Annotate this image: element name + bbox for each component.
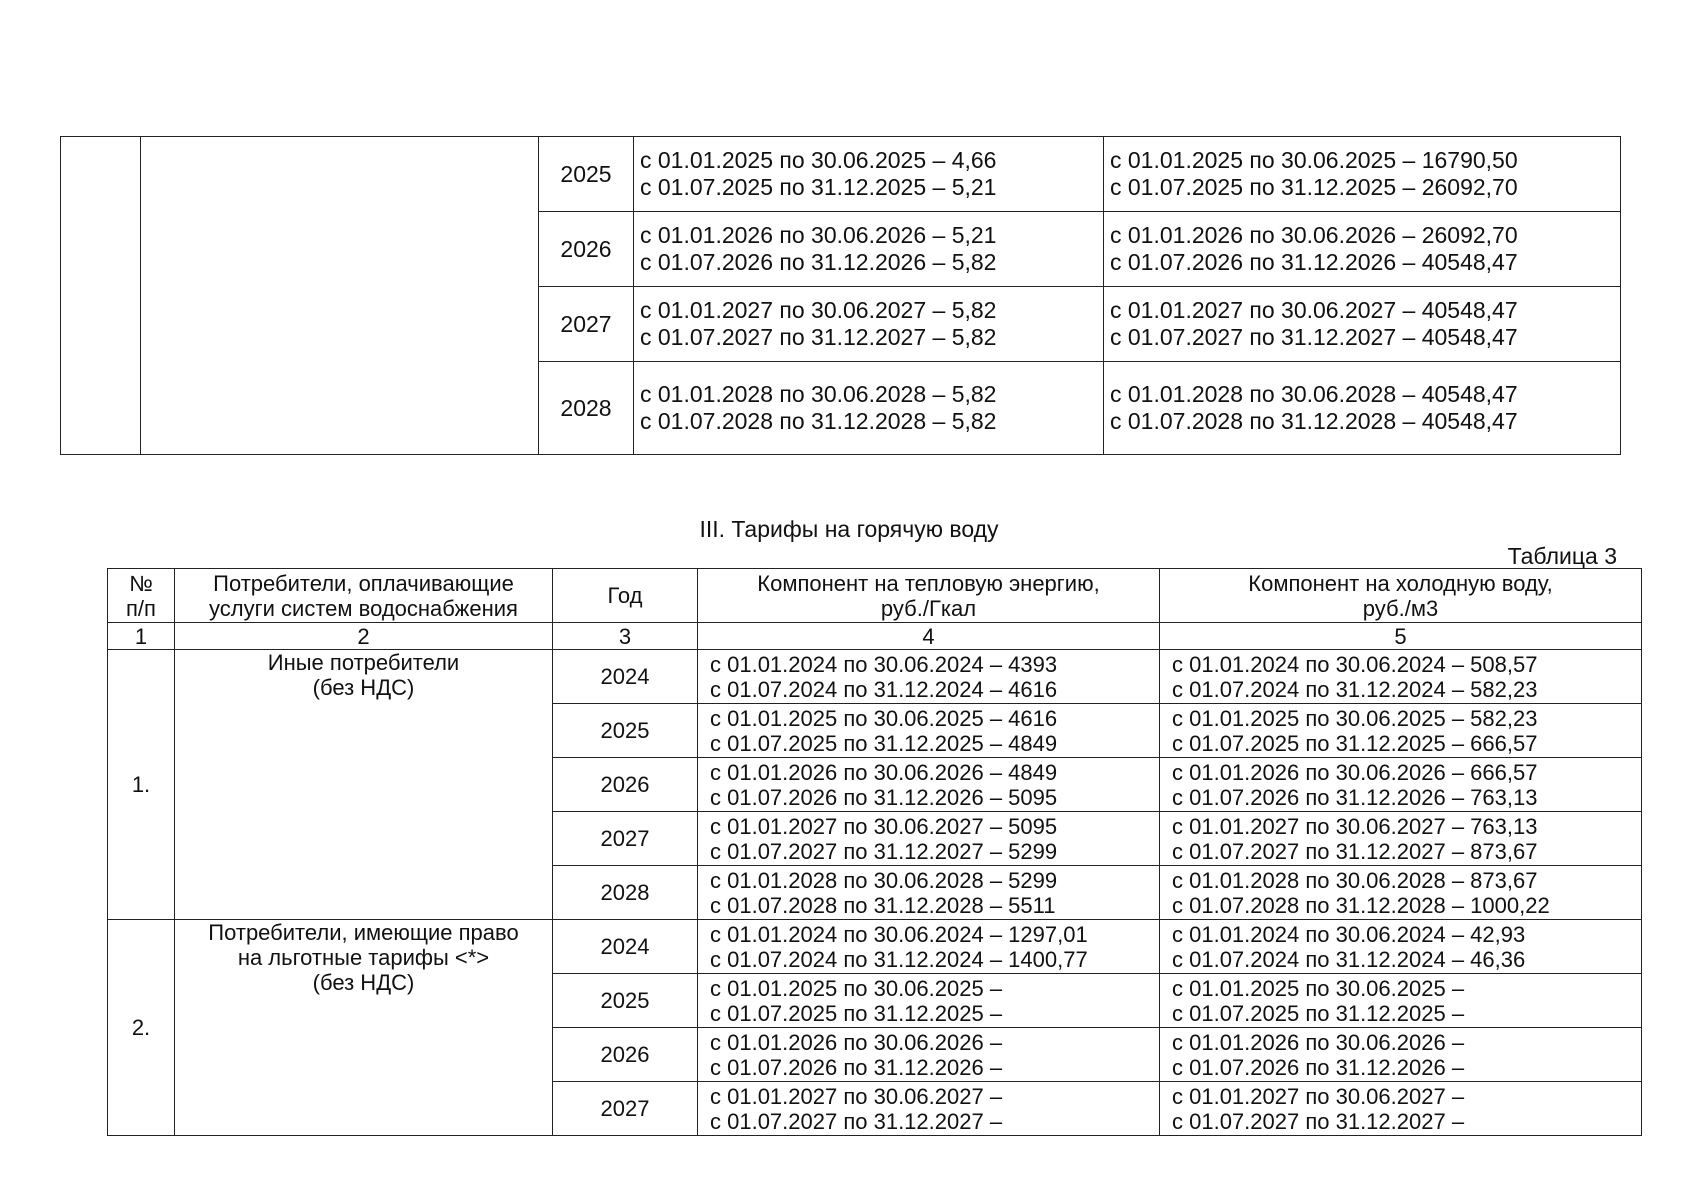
tariff-cell: с 01.01.2026 по 30.06.2026 – 5,21 с 01.07.2026 по 31.12.2026 – 5,82 xyxy=(634,212,1104,287)
heat-tariff-cell: с 01.01.2026 по 30.06.2026 – 4849 с 01.07.2026 по 31.12.2026 – 5095 xyxy=(698,758,1160,812)
header-consumers: Потребители, оплачивающие услуги систем водоснабжения xyxy=(175,569,553,623)
header-year: Год xyxy=(553,569,698,623)
continuation-table xyxy=(60,136,1621,455)
heat-tariff-cell: с 01.01.2024 по 30.06.2024 – 4393 с 01.07.2024 по 31.12.2024 – 4616 xyxy=(698,650,1160,704)
heat-tariff-cell: с 01.01.2026 по 30.06.2026 – с 01.07.2026 по 31.12.2026 – xyxy=(698,1028,1160,1082)
tariff-cell: с 01.01.2027 по 30.06.2027 – 5,82 с 01.07.2027 по 31.12.2027 – 5,82 xyxy=(634,287,1104,362)
cold-water-tariff-cell: с 01.01.2026 по 30.06.2026 – с 01.07.2026 по 31.12.2026 – xyxy=(1160,1028,1642,1082)
cold-water-tariff-cell: с 01.01.2024 по 30.06.2024 – 508,57 с 01.07.2024 по 31.12.2024 – 582,23 xyxy=(1160,650,1642,704)
empty-num-cell xyxy=(61,137,141,455)
table-row xyxy=(61,137,1621,212)
year-cell: 2026 xyxy=(553,1028,698,1082)
hot-water-tariff-table xyxy=(107,568,1642,1136)
row-number: 2. xyxy=(108,920,175,1136)
year-cell: 2025 xyxy=(539,137,634,212)
heat-tariff-cell: с 01.01.2028 по 30.06.2028 – 5299 с 01.07.2028 по 31.12.2028 – 5511 xyxy=(698,866,1160,920)
column-number-row xyxy=(108,623,1642,650)
cold-water-tariff-cell: с 01.01.2026 по 30.06.2026 – 666,57 с 01.07.2026 по 31.12.2026 – 763,13 xyxy=(1160,758,1642,812)
section-heading: III. Тарифы на горячую воду xyxy=(699,516,999,542)
year-cell: 2027 xyxy=(539,287,634,362)
column-number: 3 xyxy=(553,623,698,650)
table-caption: Таблица 3 xyxy=(1507,543,1617,569)
year-cell: 2028 xyxy=(553,866,698,920)
cold-water-tariff-cell: с 01.01.2028 по 30.06.2028 – 873,67 с 01.07.2028 по 31.12.2028 – 1000,22 xyxy=(1160,866,1642,920)
heat-tariff-cell: с 01.01.2025 по 30.06.2025 – с 01.07.2025 по 31.12.2025 – xyxy=(698,974,1160,1028)
year-cell: 2027 xyxy=(553,812,698,866)
cold-water-tariff-cell: с 01.01.2027 по 30.06.2027 – с 01.07.2027 по 31.12.2027 – xyxy=(1160,1082,1642,1136)
year-cell: 2024 xyxy=(553,650,698,704)
cold-water-tariff-cell: с 01.01.2025 по 30.06.2025 – 582,23 с 01.07.2025 по 31.12.2025 – 666,57 xyxy=(1160,704,1642,758)
year-cell: 2024 xyxy=(553,920,698,974)
header-cold-water-component: Компонент на холодную воду, руб./м3 xyxy=(1160,569,1642,623)
header-num: № п/п xyxy=(108,569,175,623)
cold-water-tariff-cell: с 01.01.2027 по 30.06.2027 – 763,13 с 01.07.2027 по 31.12.2027 – 873,67 xyxy=(1160,812,1642,866)
tariff-cell: с 01.01.2028 по 30.06.2028 – 40548,47 с 01.07.2028 по 31.12.2028 – 40548,47 xyxy=(1104,362,1621,455)
heat-tariff-cell: с 01.01.2027 по 30.06.2027 – с 01.07.2027 по 31.12.2027 – xyxy=(698,1082,1160,1136)
column-number: 4 xyxy=(698,623,1160,650)
consumer-cell: Иные потребители (без НДС) xyxy=(175,650,553,920)
tariff-cell: с 01.01.2025 по 30.06.2025 – 4,66 с 01.07.2025 по 31.12.2025 – 5,21 xyxy=(634,137,1104,212)
tariff-cell: с 01.01.2028 по 30.06.2028 – 5,82 с 01.07.2028 по 31.12.2028 – 5,82 xyxy=(634,362,1104,455)
heat-tariff-cell: с 01.01.2027 по 30.06.2027 – 5095 с 01.07.2027 по 31.12.2027 – 5299 xyxy=(698,812,1160,866)
cold-water-tariff-cell: с 01.01.2024 по 30.06.2024 – 42,93 с 01.07.2024 по 31.12.2024 – 46,36 xyxy=(1160,920,1642,974)
year-cell: 2028 xyxy=(539,362,634,455)
table-row xyxy=(108,650,1642,704)
tariff-cell: с 01.01.2025 по 30.06.2025 – 16790,50 с 01.07.2025 по 31.12.2025 – 26092,70 xyxy=(1104,137,1621,212)
row-number: 1. xyxy=(108,650,175,920)
year-cell: 2025 xyxy=(553,974,698,1028)
header-heat-component: Компонент на тепловую энергию, руб./Гкал xyxy=(698,569,1160,623)
tariff-cell: с 01.01.2026 по 30.06.2026 – 26092,70 с 01.07.2026 по 31.12.2026 – 40548,47 xyxy=(1104,212,1621,287)
heat-tariff-cell: с 01.01.2024 по 30.06.2024 – 1297,01 с 01.07.2024 по 31.12.2024 – 1400,77 xyxy=(698,920,1160,974)
year-cell: 2027 xyxy=(553,1082,698,1136)
empty-consumer-cell xyxy=(141,137,539,455)
year-cell: 2025 xyxy=(553,704,698,758)
consumer-cell: Потребители, имеющие право на льготные тарифы <*> (без НДС) xyxy=(175,920,553,1136)
year-cell: 2026 xyxy=(553,758,698,812)
table-row xyxy=(108,920,1642,974)
column-number: 2 xyxy=(175,623,553,650)
heat-tariff-cell: с 01.01.2025 по 30.06.2025 – 4616 с 01.07.2025 по 31.12.2025 – 4849 xyxy=(698,704,1160,758)
tariff-cell: с 01.01.2027 по 30.06.2027 – 40548,47 с 01.07.2027 по 31.12.2027 – 40548,47 xyxy=(1104,287,1621,362)
column-number: 5 xyxy=(1160,623,1642,650)
header-row xyxy=(108,569,1642,623)
cold-water-tariff-cell: с 01.01.2025 по 30.06.2025 – с 01.07.2025 по 31.12.2025 – xyxy=(1160,974,1642,1028)
year-cell: 2026 xyxy=(539,212,634,287)
column-number: 1 xyxy=(108,623,175,650)
